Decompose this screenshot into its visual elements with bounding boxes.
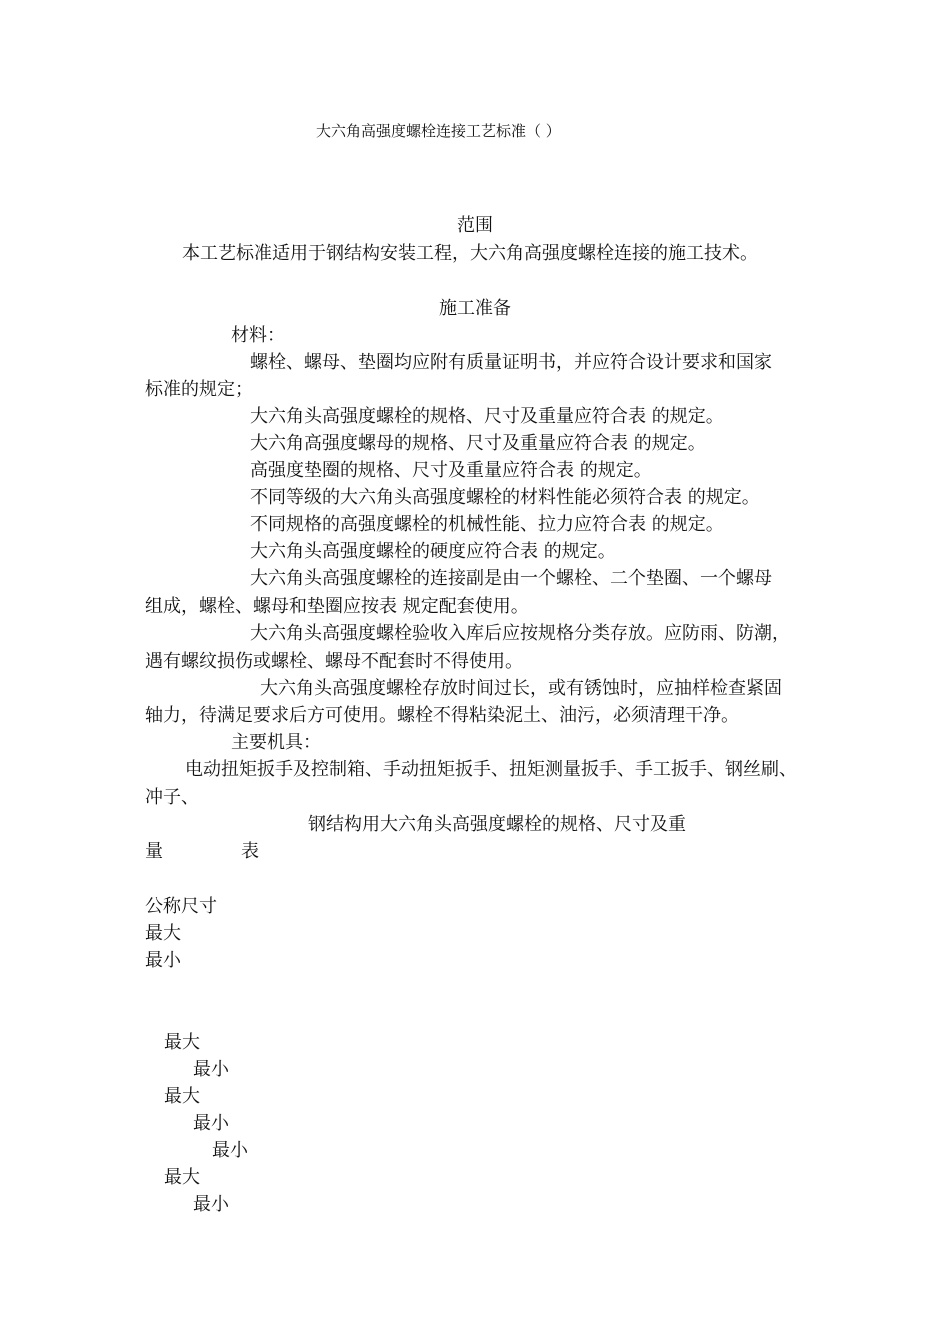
list-item: 大六角头高强度螺栓存放时间过长，或有锈蚀时，应抽样检查紧固 xyxy=(260,678,782,699)
table-cell: 最小 xyxy=(212,1140,248,1161)
list-item: 遇有螺纹损伤或螺栓、螺母不配套时不得使用。 xyxy=(145,651,523,672)
paragraph-line: 标准的规定； xyxy=(145,379,253,400)
list-item: 高强度垫圈的规格、尺寸及重量应符合表 的规定。 xyxy=(250,460,652,481)
list-item: 大六角高强度螺母的规格、尺寸及重量应符合表 的规定。 xyxy=(250,433,706,454)
table-caption: 量 xyxy=(145,841,163,862)
paragraph-line: 螺栓、螺母、垫圈均应附有质量证明书，并应符合设计要求和国家 xyxy=(250,352,772,373)
table-cell: 最大 xyxy=(145,923,181,944)
scope-text: 本工艺标准适用于钢结构安装工程，大六角高强度螺栓连接的施工技术。 xyxy=(182,243,758,264)
table-cell: 最小 xyxy=(193,1059,229,1080)
table-cell: 公称尺寸 xyxy=(145,896,217,917)
table-cell: 最大 xyxy=(164,1086,200,1107)
list-item: 轴力，待满足要求后方可使用。螺栓不得粘染泥土、油污，必须清理干净。 xyxy=(145,705,739,726)
document-title: 大六角高强度螺栓连接工艺标准（ ） xyxy=(316,122,561,140)
materials-label: 材料： xyxy=(231,325,285,346)
table-cell: 最小 xyxy=(193,1194,229,1215)
list-item: 组成，螺栓、螺母和垫圈应按表 规定配套使用。 xyxy=(145,596,529,617)
table-cell: 最大 xyxy=(164,1032,200,1053)
table-caption: 表 xyxy=(241,841,259,862)
tools-label: 主要机具： xyxy=(231,732,321,753)
tools-text: 冲子、 xyxy=(145,787,199,808)
list-item: 大六角头高强度螺栓验收入库后应按规格分类存放。应防雨、防潮， xyxy=(250,623,790,644)
tools-text: 电动扭矩扳手及控制箱、手动扭矩扳手、扭矩测量扳手、手工扳手、钢丝刷、 xyxy=(185,759,797,780)
list-item: 大六角头高强度螺栓的硬度应符合表 的规定。 xyxy=(250,541,616,562)
list-item: 大六角头高强度螺栓的规格、尺寸及重量应符合表 的规定。 xyxy=(250,406,724,427)
table-caption: 钢结构用大六角头高强度螺栓的规格、尺寸及重 xyxy=(308,814,686,835)
section-heading-scope: 范围 xyxy=(457,215,493,236)
section-heading-preparation: 施工准备 xyxy=(439,298,511,319)
list-item: 大六角头高强度螺栓的连接副是由一个螺栓、二个垫圈、一个螺母 xyxy=(250,568,772,589)
list-item: 不同等级的大六角头高强度螺栓的材料性能必须符合表 的规定。 xyxy=(250,487,760,508)
table-cell: 最小 xyxy=(193,1113,229,1134)
table-cell: 最大 xyxy=(164,1167,200,1188)
table-cell: 最小 xyxy=(145,950,181,971)
list-item: 不同规格的高强度螺栓的机械性能、拉力应符合表 的规定。 xyxy=(250,514,724,535)
